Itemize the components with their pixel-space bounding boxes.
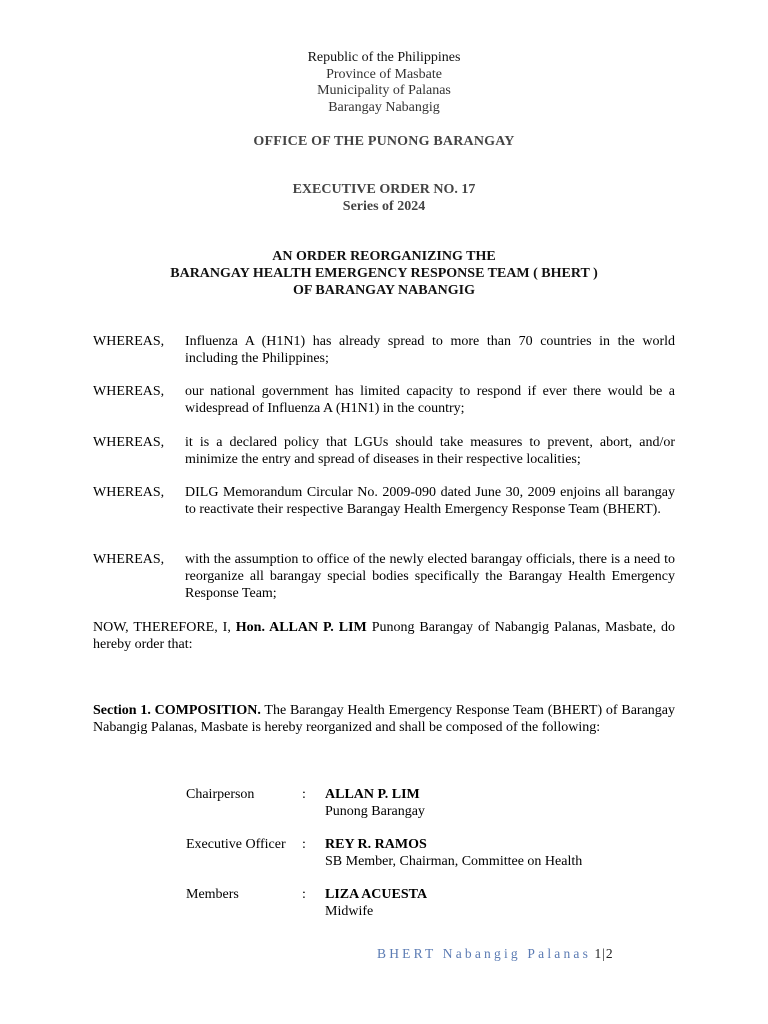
republic-line: Republic of the Philippines (307, 50, 461, 65)
section-1-text: The Barangay Health Emergency Response Team (BHERT) of Barangay Nabangig Palanas, Masbate is hereby reorganized and shall be composed of the following: (93, 703, 676, 735)
member-colon: : (302, 787, 306, 802)
member-role: Members (186, 887, 239, 902)
province-line: Province of Masbate (326, 66, 442, 82)
title-line-1: AN ORDER REORGANIZING THE (272, 249, 496, 264)
whereas-label: WHEREAS, (93, 384, 165, 399)
member-role: Executive Officer (186, 837, 286, 852)
whereas-text: our national government has limited capacity to respond if ever there would be a widespread of Influenza A (H1N1) in the country; (185, 384, 675, 416)
whereas-label: WHEREAS, (93, 334, 165, 349)
barangay-line: Barangay Nabangig (328, 99, 440, 115)
order-series: Series of 2024 (342, 199, 426, 214)
punong-barangay-name: Hon. ALLAN P. LIM (235, 620, 367, 635)
member-entry (186, 836, 606, 870)
member-entry (186, 886, 606, 920)
member-role: Chairperson (186, 787, 255, 802)
section-1-heading: Section 1. COMPOSITION. (93, 703, 261, 718)
office-title: OFFICE OF THE PUNONG BARANGAY (253, 134, 515, 149)
whereas-clause (93, 434, 675, 468)
member-name: ALLAN P. LIM (325, 787, 420, 802)
whereas-clause (93, 383, 675, 417)
member-position: Punong Barangay (325, 804, 425, 819)
section-1-paragraph (93, 702, 675, 736)
now-therefore-paragraph (93, 619, 675, 653)
member-name: REY R. RAMOS (325, 837, 427, 852)
whereas-clause (93, 333, 675, 367)
member-name: LIZA ACUESTA (325, 887, 428, 902)
footer-brand: BHERT Nabangig Palanas (377, 946, 592, 961)
municipality-line: Municipality of Palanas (317, 83, 451, 98)
executive-order-block (0, 181, 768, 215)
whereas-label: WHEREAS, (93, 552, 165, 567)
letterhead (0, 50, 768, 116)
page-number: 1|2 (594, 946, 614, 961)
page-footer (377, 946, 614, 962)
member-colon: : (302, 837, 306, 852)
whereas-text: with the assumption to office of the newly elected barangay officials, there is a need to reorganize all barangay special bodies specifically the Barangay Health Emergency Response Team; (185, 552, 675, 601)
order-number: EXECUTIVE ORDER NO. 17 (292, 182, 476, 197)
member-colon: : (302, 887, 306, 902)
whereas-clause (93, 551, 675, 602)
whereas-label: WHEREAS, (93, 485, 165, 500)
whereas-text: DILG Memorandum Circular No. 2009-090 dated June 30, 2009 enjoins all barangay to reactivate their respective Barangay Health Emergency Response Team (BHERT). (185, 485, 675, 517)
whereas-label: WHEREAS, (93, 435, 165, 450)
member-entry (186, 786, 606, 820)
whereas-clause (93, 484, 675, 518)
order-title (0, 248, 768, 299)
member-position: Midwife (325, 904, 374, 919)
member-position: SB Member, Chairman, Committee on Health (325, 854, 583, 869)
whereas-text: Influenza A (H1N1) has already spread to more than 70 countries in the world including the Philippines; (185, 334, 675, 366)
title-line-3: OF BARANGAY NABANGIG (292, 283, 475, 298)
now-therefore-suffix: Punong Barangay of Nabangig Palanas, Masbate, do hereby order that: (93, 620, 676, 652)
now-therefore-prefix: NOW, THEREFORE, I, (93, 620, 231, 635)
whereas-text: it is a declared policy that LGUs should take measures to prevent, abort, and/or minimize the entry and spread of diseases in their respective localities; (185, 435, 675, 467)
title-line-2: BARANGAY HEALTH EMERGENCY RESPONSE TEAM ( BHERT ) (170, 266, 598, 281)
